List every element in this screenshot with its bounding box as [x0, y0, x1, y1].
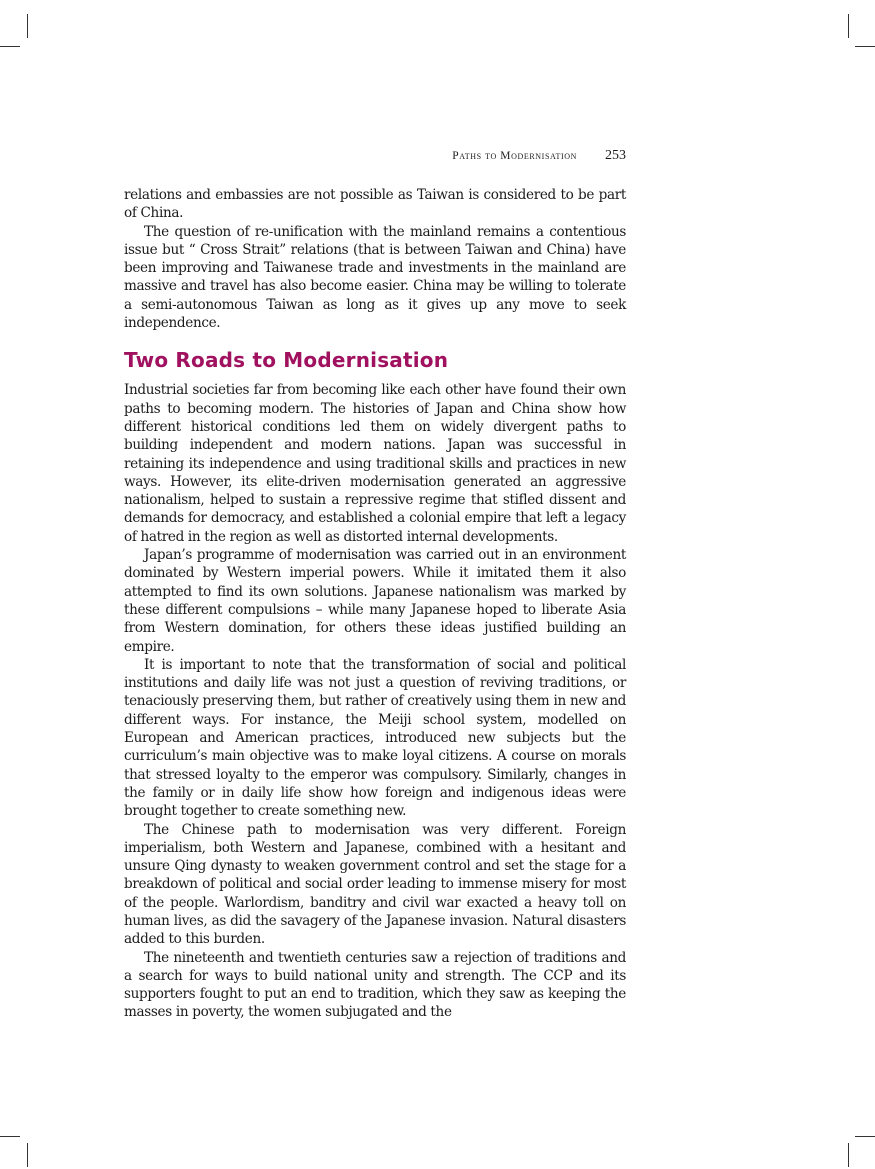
crop-mark — [855, 1136, 875, 1137]
crop-mark — [848, 14, 849, 38]
paragraph: Japan’s programme of modernisation was carried out in an environment dominated by Western imperial powers. While it imitated them it also attempted to find its own solutions. Japanese nationalism was marked by these different compulsions – while many Japanese hoped to liberate Asia from Western domination, for others these ideas justified building an empire. — [124, 547, 626, 655]
crop-mark — [27, 14, 28, 38]
crop-mark — [848, 1143, 849, 1167]
crop-mark — [27, 1143, 28, 1167]
page-number: 253 — [605, 148, 626, 163]
section-heading: Two Roads to Modernisation — [124, 348, 449, 373]
paragraph: The Chinese path to modernisation was very different. Foreign imperialism, both Western and Japanese, combined with a hesitant and unsure Qing dynasty to weaken government control and set the stage for a breakdown of political and social order leading to immense misery for most of the people. Warlordism, banditry and civil war exacted a heavy toll on human lives, as did the savagery of the Japanese invasion. Natural disasters added to this burden. — [124, 821, 626, 948]
page-body — [124, 186, 626, 1022]
paragraph: The question of re-unification with the mainland remains a contentious issue but “ Cross Strait” relations (that is between Taiwan and China) have been improving and Taiwanese trade and investments in the mainland are massive and travel has also become easier. China may be willing to tolerate a semi-autonomous Taiwan as long as it gives up any move to seek independence. — [124, 223, 626, 332]
paragraph: Industrial societies far from becoming like each other have found their own paths to becoming modern. The histories of Japan and China show how different historical conditions led them on widely divergent paths to building independent and modern nations. Japan was successful in retaining its independence and using traditional skills and practices in new ways. However, its elite-driven modernisation generated an aggressive nationalism, helped to sustain a repressive regime that stifled dissent and demands for democracy, and established a colonial empire that left a legacy of hatred in the region as well as distorted internal developments. — [124, 382, 626, 545]
crop-mark — [0, 1136, 20, 1137]
paragraph: It is important to note that the transformation of social and political institutions and daily life was not just a question of reviving traditions, or tenaciously preserving them, but rather of creatively using them in new and different ways. For instance, the Meiji school system, modelled on European and American practices, introduced new subjects but the curriculum’s main objective was to make loyal citizens. A course on morals that stressed loyalty to the emperor was compulsory. Similarly, changes in the family or in daily life show how foreign and indigenous ideas were brought together to create something new. — [124, 656, 626, 820]
crop-mark — [855, 46, 875, 47]
crop-mark — [0, 46, 20, 47]
running-title: Paths to Modernisation — [452, 150, 577, 162]
running-header — [124, 146, 626, 166]
paragraph: The nineteenth and twentieth centuries saw a rejection of traditions and a search for ways to build national unity and strength. The CCP and its supporters fought to put an end to tradition, which they saw as keeping the masses in poverty, the women subjugated and the — [124, 949, 626, 1021]
paragraph: relations and embassies are not possible as Taiwan is considered to be part of China. — [124, 187, 626, 222]
